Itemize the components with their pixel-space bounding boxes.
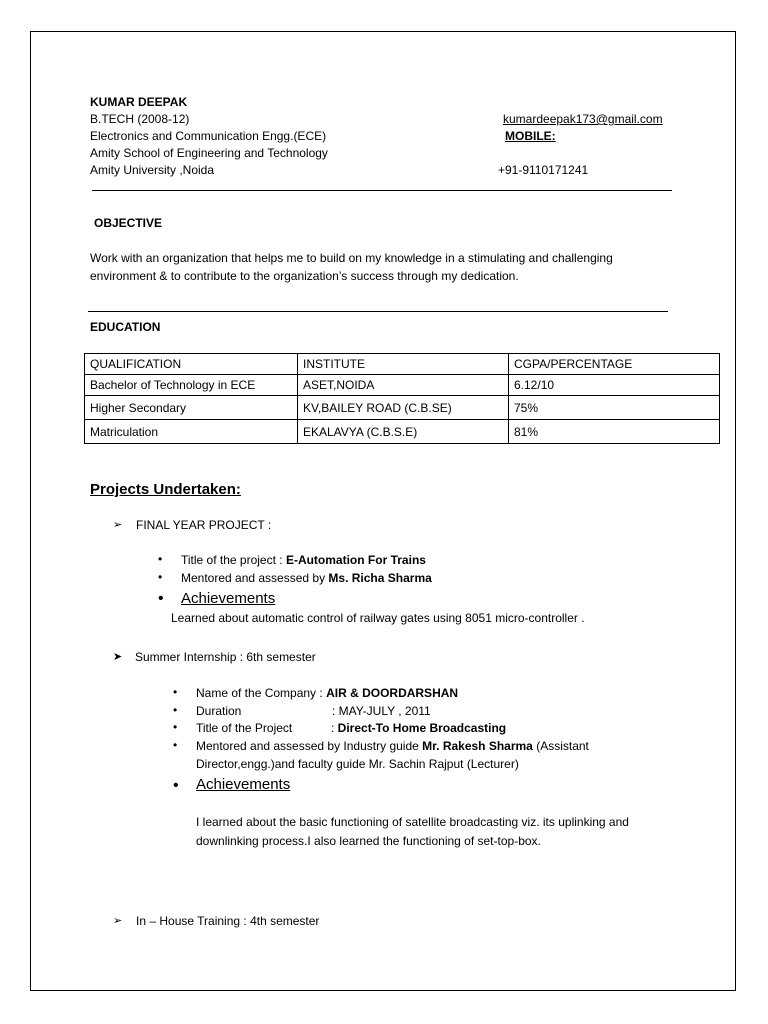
final-year-title: E-Automation For Trains bbox=[285, 553, 426, 567]
internship-mentor-suffix: (Assistant bbox=[532, 739, 589, 753]
bullet-icon: • bbox=[158, 552, 163, 566]
table-cell: ASET,NOIDA bbox=[298, 375, 509, 396]
university: Amity University ,Noida bbox=[90, 163, 215, 177]
table-cell: Matriculation bbox=[85, 420, 298, 444]
column-header: INSTITUTE bbox=[298, 354, 509, 375]
bullet-icon: • bbox=[158, 590, 164, 607]
final-year-title-prefix: Title of the project : bbox=[181, 553, 286, 567]
final-year-label: FINAL YEAR PROJECT : bbox=[136, 518, 272, 532]
table-row bbox=[85, 375, 720, 396]
education-heading: EDUCATION bbox=[90, 320, 161, 334]
column-header: QUALIFICATION bbox=[85, 354, 298, 375]
column-header: CGPA/PERCENTAGE bbox=[509, 354, 720, 375]
internship-mentor-prefix: Mentored and assessed by Industry guide bbox=[196, 739, 423, 753]
internship-mentor-line-2: Director,engg.)and faculty guide Mr. Sachin Rajput (Lecturer) bbox=[196, 757, 519, 771]
internship-duration-label: Duration bbox=[196, 704, 242, 718]
table-cell: KV,BAILEY ROAD (C.B.SE) bbox=[298, 396, 509, 420]
objective-line-1: Work with an organization that helps me to build on my knowledge in a stimulating and challenging bbox=[90, 251, 613, 265]
internship-label: Summer Internship : 6th semester bbox=[135, 650, 316, 664]
final-year-mentor-line bbox=[181, 570, 432, 587]
branch: Electronics and Communication Engg.(ECE) bbox=[90, 129, 327, 143]
internship-project-line bbox=[331, 720, 506, 737]
internship-achievements-line-2: downlinking process.I also learned the functioning of set-top-box. bbox=[196, 834, 541, 848]
header-divider bbox=[92, 190, 672, 191]
internship-duration: : MAY-JULY , 2011 bbox=[332, 704, 431, 718]
final-year-achievements-text: Learned about automatic control of railway gates using 8051 micro-controller . bbox=[171, 611, 585, 625]
table-cell: EKALAVYA (C.B.S.E) bbox=[298, 420, 509, 444]
school: Amity School of Engineering and Technology bbox=[90, 146, 328, 160]
internship-achievements-line-1: I learned about the basic functioning of satellite broadcasting viz. its uplinking and bbox=[196, 815, 629, 829]
bullet-icon: • bbox=[173, 685, 178, 699]
internship-mentor-name: Mr. Rakesh Sharma bbox=[422, 739, 533, 753]
table-cell: 75% bbox=[509, 396, 720, 420]
table-row bbox=[85, 396, 720, 420]
projects-heading: Projects Undertaken: bbox=[90, 481, 241, 498]
education-table bbox=[84, 353, 720, 444]
internship-project-label: Title of the Project bbox=[196, 721, 293, 735]
bullet-icon: • bbox=[173, 720, 178, 734]
bullet-icon: • bbox=[173, 777, 179, 794]
internship-mentor-line-1 bbox=[196, 738, 589, 755]
final-year-mentor-prefix: Mentored and assessed by bbox=[181, 571, 329, 585]
inhouse-training-label: In – House Training : 4th semester bbox=[136, 914, 320, 928]
bullet-icon: • bbox=[158, 570, 163, 584]
table-cell: Higher Secondary bbox=[85, 396, 298, 420]
bullet-icon: • bbox=[173, 703, 178, 717]
table-cell: 81% bbox=[509, 420, 720, 444]
final-year-achievements-label: Achievements bbox=[181, 590, 276, 607]
table-row bbox=[85, 420, 720, 444]
internship-project: Direct-To Home Broadcasting bbox=[337, 721, 507, 735]
internship-company: AIR & DOORDARSHAN bbox=[326, 686, 459, 700]
table-cell: Bachelor of Technology in ECE bbox=[85, 375, 298, 396]
final-year-mentor: Ms. Richa Sharma bbox=[328, 571, 432, 585]
objective-heading: OBJECTIVE bbox=[94, 216, 163, 230]
table-cell: 6.12/10 bbox=[509, 375, 720, 396]
objective-line-2: environment & to contribute to the organization’s success through my dedication. bbox=[90, 269, 519, 283]
table-header-row bbox=[85, 354, 720, 375]
bullet-icon: • bbox=[173, 738, 178, 752]
mobile-number: +91-9110171241 bbox=[498, 163, 589, 177]
internship-company-line bbox=[196, 685, 458, 702]
internship-company-label: Name of the Company : bbox=[196, 686, 327, 700]
arrow-bullet-icon: ➤ bbox=[113, 651, 123, 663]
final-year-title-line bbox=[181, 552, 426, 569]
objective-divider bbox=[88, 311, 668, 312]
degree: B.TECH (2008-12) bbox=[90, 112, 190, 126]
internship-project-sep: : bbox=[331, 721, 338, 735]
internship-achievements-label: Achievements bbox=[196, 776, 291, 793]
arrow-bullet-icon: ➢ bbox=[113, 915, 123, 927]
mobile-label: MOBILE: bbox=[505, 129, 556, 143]
email-link[interactable]: kumardeepak173@gmail.com bbox=[503, 112, 663, 126]
arrow-bullet-icon: ➢ bbox=[113, 519, 123, 531]
candidate-name: KUMAR DEEPAK bbox=[90, 95, 188, 109]
